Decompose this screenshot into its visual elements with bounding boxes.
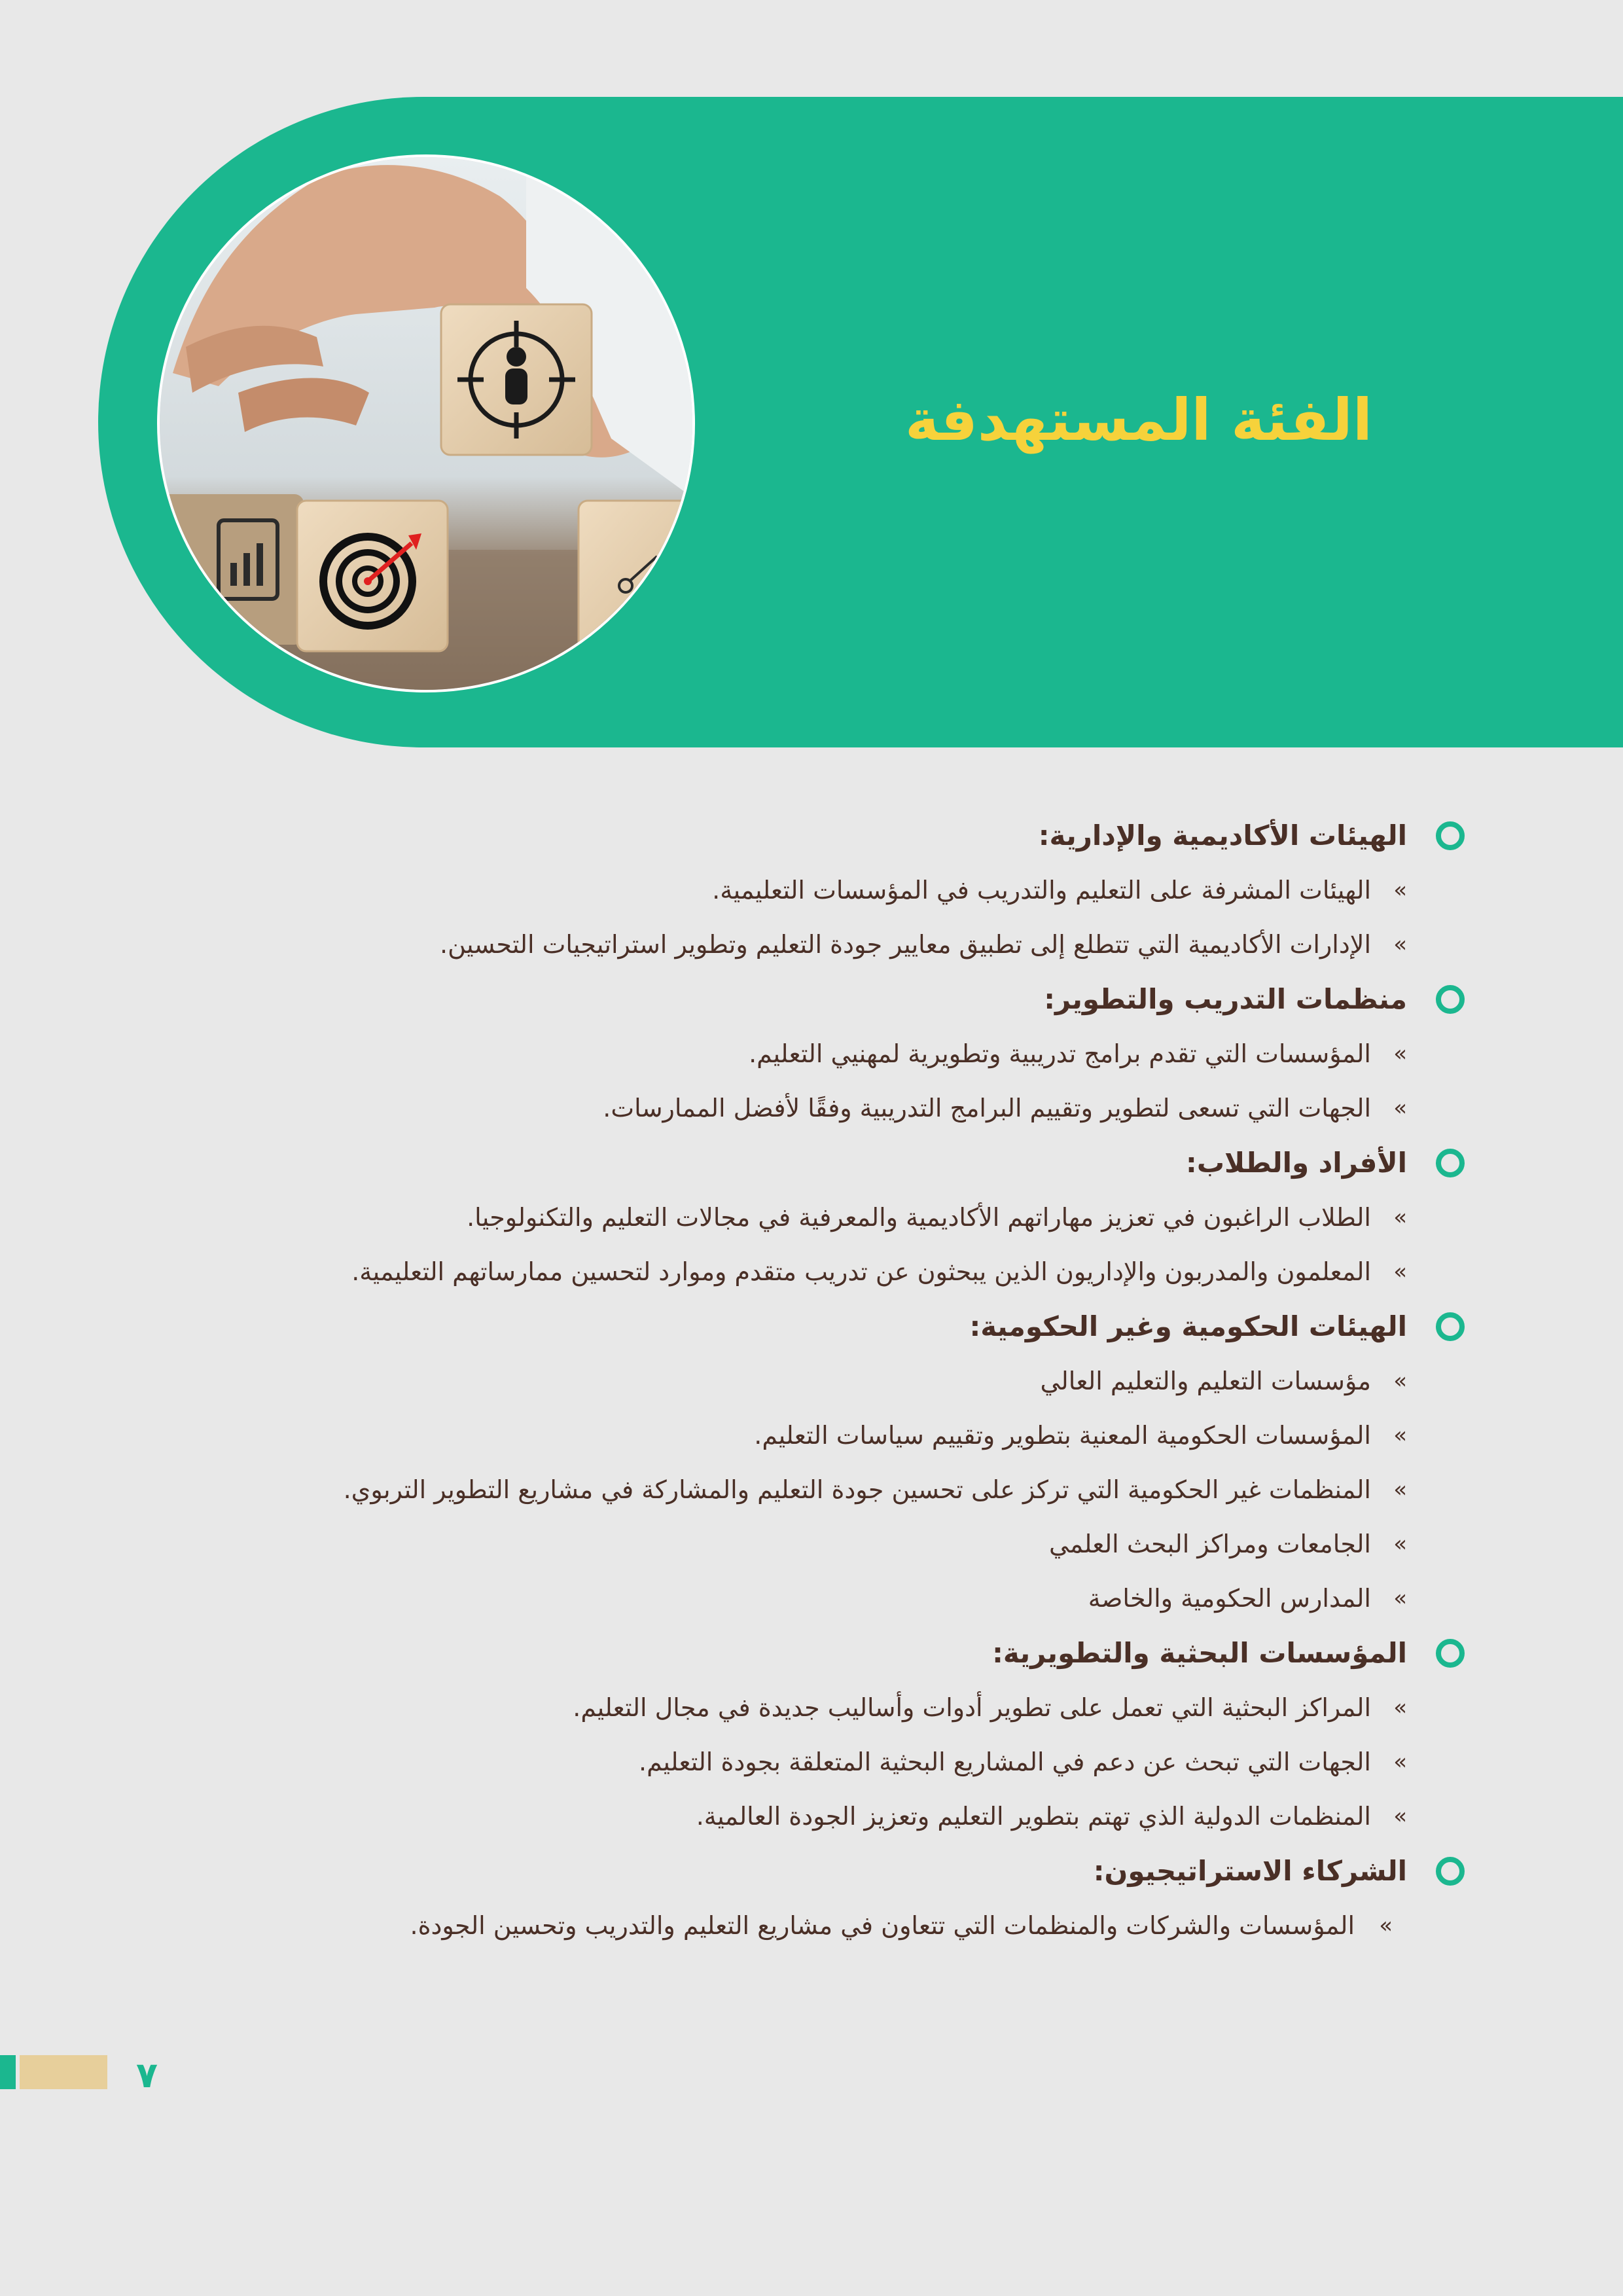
list-item: » الجهات التي تسعى لتطوير وتقييم البرامج التدريبية وفقًا لأفضل الممارسات. xyxy=(98,1081,1407,1136)
list-item: » الجهات التي تبحث عن دعم في المشاريع البحثية المتعلقة بجودة التعليم. xyxy=(98,1735,1407,1789)
hero-photo xyxy=(157,154,695,692)
section-heading: المؤسسات البحثية والتطويرية: xyxy=(98,1626,1407,1681)
double-chevron-icon: » xyxy=(1393,1422,1407,1448)
circle-bullet-icon xyxy=(1436,985,1465,1014)
list-item: » المؤسسات والشركات والمنظمات التي تتعاون في مشاريع التعليم والتدريب وتحسين الجودة. xyxy=(98,1899,1407,1953)
list-item: » المؤسسات التي تقدم برامج تدريبية وتطويرية لمهنيي التعليم. xyxy=(98,1027,1407,1081)
double-chevron-icon: » xyxy=(1379,1912,1393,1939)
list-item: » الجامعات ومراكز البحث العلمي xyxy=(98,1517,1407,1571)
list-item: » المعلمون والمدربون والإداريون الذين يبحثون عن تدريب متقدم وموارد لتحسين ممارساتهم التعليمية. xyxy=(98,1245,1407,1299)
double-chevron-icon: » xyxy=(1393,1368,1407,1394)
section-heading: الهيئات الأكاديمية والإدارية: xyxy=(98,808,1407,863)
section-heading: الشركاء الاستراتيجيون: xyxy=(98,1844,1407,1899)
section-heading: الهيئات الحكومية وغير الحكومية: xyxy=(98,1299,1407,1354)
section-training xyxy=(98,972,1407,1136)
double-chevron-icon: » xyxy=(1393,1531,1407,1557)
page-title: الفئة المستهدفة xyxy=(904,386,1372,454)
section-academic xyxy=(98,808,1407,972)
circle-bullet-icon xyxy=(1436,1857,1465,1886)
double-chevron-icon: » xyxy=(1393,1803,1407,1829)
double-chevron-icon: » xyxy=(1393,1749,1407,1775)
page-number: ٧ xyxy=(136,2054,158,2096)
double-chevron-icon: » xyxy=(1393,1695,1407,1721)
circle-bullet-icon xyxy=(1436,821,1465,850)
list-item: » مؤسسات التعليم والتعليم العالي xyxy=(98,1354,1407,1408)
footer-tan-bar xyxy=(20,2055,107,2089)
section-heading: منظمات التدريب والتطوير: xyxy=(98,972,1407,1027)
list-item: » الطلاب الراغبون في تعزيز مهاراتهم الأكاديمية والمعرفية في مجالات التعليم والتكنولوجيا. xyxy=(98,1191,1407,1245)
circle-bullet-icon xyxy=(1436,1312,1465,1341)
double-chevron-icon: » xyxy=(1393,877,1407,903)
double-chevron-icon: » xyxy=(1393,1477,1407,1503)
double-chevron-icon: » xyxy=(1393,931,1407,958)
list-item: » المراكز البحثية التي تعمل على تطوير أدوات وأساليب جديدة في مجال التعليم. xyxy=(98,1681,1407,1735)
list-item: » الإدارات الأكاديمية التي تتطلع إلى تطبيق معايير جودة التعليم وتطوير استراتيجيات التحسين. xyxy=(98,918,1407,972)
person-target-icon xyxy=(441,304,592,455)
double-chevron-icon: » xyxy=(1393,1095,1407,1121)
section-partners xyxy=(98,1844,1407,1953)
list-item: » المؤسسات الحكومية المعنية بتطوير وتقييم سياسات التعليم. xyxy=(98,1408,1407,1463)
double-chevron-icon: » xyxy=(1393,1585,1407,1611)
double-chevron-icon: » xyxy=(1393,1041,1407,1067)
target-groups xyxy=(98,808,1407,1953)
section-government xyxy=(98,1299,1407,1626)
circle-bullet-icon xyxy=(1436,1639,1465,1668)
list-item: » المنظمات الدولية الذي تهتم بتطوير التعليم وتعزيز الجودة العالمية. xyxy=(98,1789,1407,1844)
double-chevron-icon: » xyxy=(1393,1259,1407,1285)
target-arrow-icon xyxy=(297,501,448,651)
section-individuals xyxy=(98,1136,1407,1299)
double-chevron-icon: » xyxy=(1393,1204,1407,1230)
circle-bullet-icon xyxy=(1436,1149,1465,1177)
list-item: » المنظمات غير الحكومية التي تركز على تحسين جودة التعليم والمشاركة في مشاريع التطوير التربوي. xyxy=(98,1463,1407,1517)
footer-accent-bar xyxy=(0,2055,16,2089)
list-item: » الهيئات المشرفة على التعليم والتدريب في المؤسسات التعليمية. xyxy=(98,863,1407,918)
section-research xyxy=(98,1626,1407,1844)
section-heading: الأفراد والطلاب: xyxy=(98,1136,1407,1191)
list-item: » المدارس الحكومية والخاصة xyxy=(98,1571,1407,1626)
